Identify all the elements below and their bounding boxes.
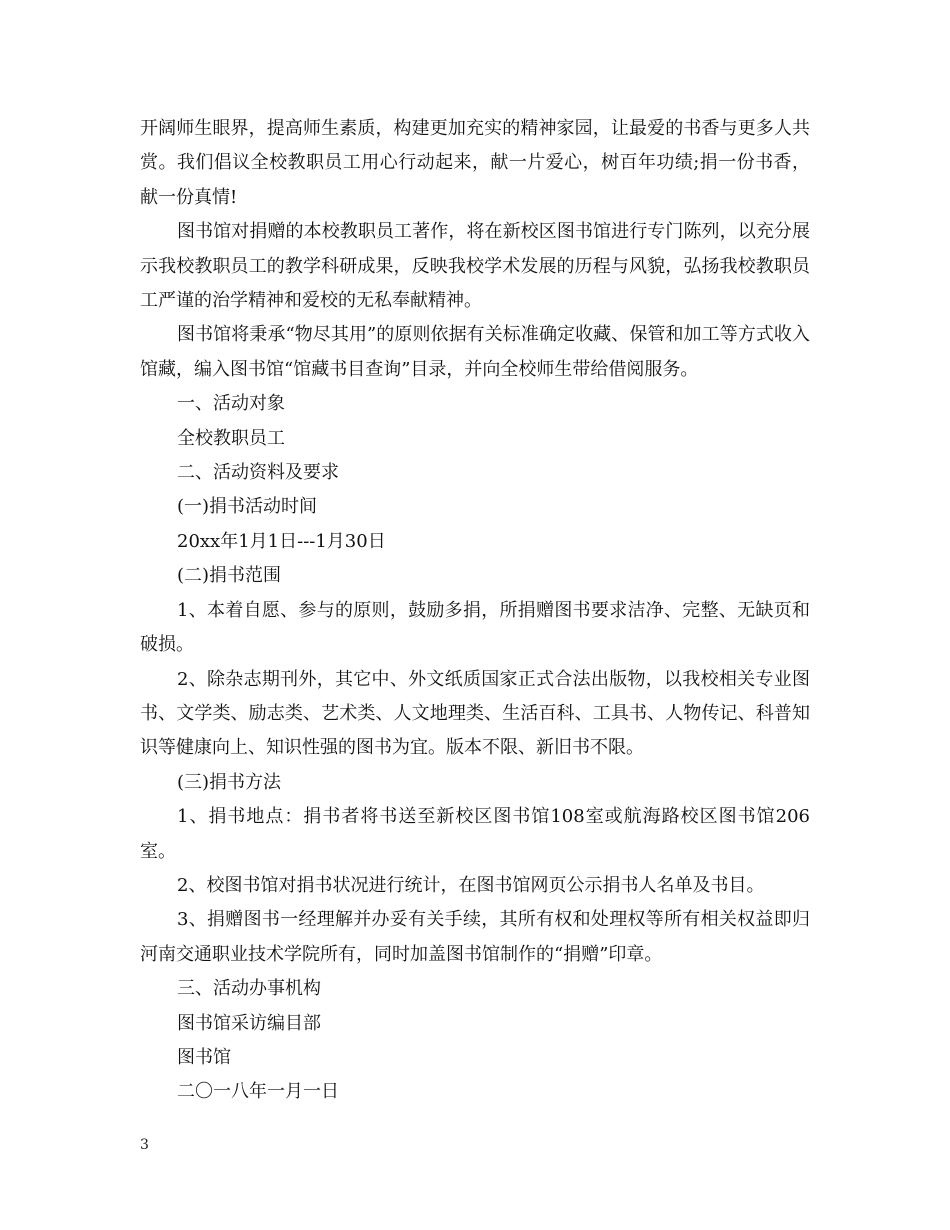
paragraph-scope-item-2: 2、除杂志期刊外，其它中、外文纸质国家正式合法出版物，以我校相关专业图书、文学类、励志类、艺术类、人文地理类、生活百科、工具书、人物传记、科普知识等健康向上、知识性强的图书为宜。版本不限、新旧书不限。 [140,668,810,759]
heading-activity-target: 一、活动对象 [177,393,285,415]
subheading-donation-time: (一)捐书活动时间 [177,496,318,518]
document-body [140,112,810,1110]
paragraph-signature-date: 二〇一八年一月一日 [177,1081,339,1103]
paragraph-donation-dates: 20xx年1月1日---1月30日 [177,530,386,552]
heading-activity-office: 三、活动办事机构 [177,978,321,1000]
paragraph-method-item-2: 2、校图书馆对捐书状况进行统计，在图书馆网页公示捐书人名单及书目。 [177,874,765,896]
paragraph-staff-works: 图书馆对捐赠的本校教职员工著作，将在新校区图书馆进行专门陈列，以充分展示我校教职员工的教学科研成果，反映我校学术发展的历程与风貌，弘扬我校教职员工严谨的治学精神和爱校的无私奉献精神。 [140,221,810,312]
paragraph-scope-item-1: 1、本着自愿、参与的原则，鼓励多捐，所捐赠图书要求洁净、完整、无缺页和破损。 [140,599,810,656]
paragraph-collection-principle: 图书馆将秉承“物尽其用”的原则依据有关标准确定收藏、保管和加工等方式收入馆藏，编入图书馆“馆藏书目查询”目录，并向全校师生带给借阅服务。 [140,324,810,380]
subheading-donation-scope: (二)捐书范围 [177,565,282,587]
heading-activity-materials: 二、活动资料及要求 [177,462,339,484]
paragraph-target-value: 全校教职员工 [177,427,285,449]
paragraph-method-item-1: 1、捐书地点：捐书者将书送至新校区图书馆108室或航海路校区图书馆206室。 [140,806,810,862]
paragraph-office-department: 图书馆采访编目部 [177,1012,321,1034]
subheading-donation-method: (三)捐书方法 [177,771,282,793]
paragraph-intro-continued: 开阔师生眼界，提高师生素质，构建更加充实的精神家园，让最爱的书香与更多人共赏。我们倡议全校教职员工用心行动起来，献一片爱心，树百年功绩;捐一份书香，献一份真情! [140,118,810,208]
paragraph-method-item-3: 3、捐赠图书一经理解并办妥有关手续，其所有权和处理权等所有相关权益即归河南交通职业技术学院所有，同时加盖图书馆制作的“捐赠”印章。 [140,909,810,965]
paragraph-signature-org: 图书馆 [177,1046,231,1068]
page-number: 3 [140,1137,149,1153]
